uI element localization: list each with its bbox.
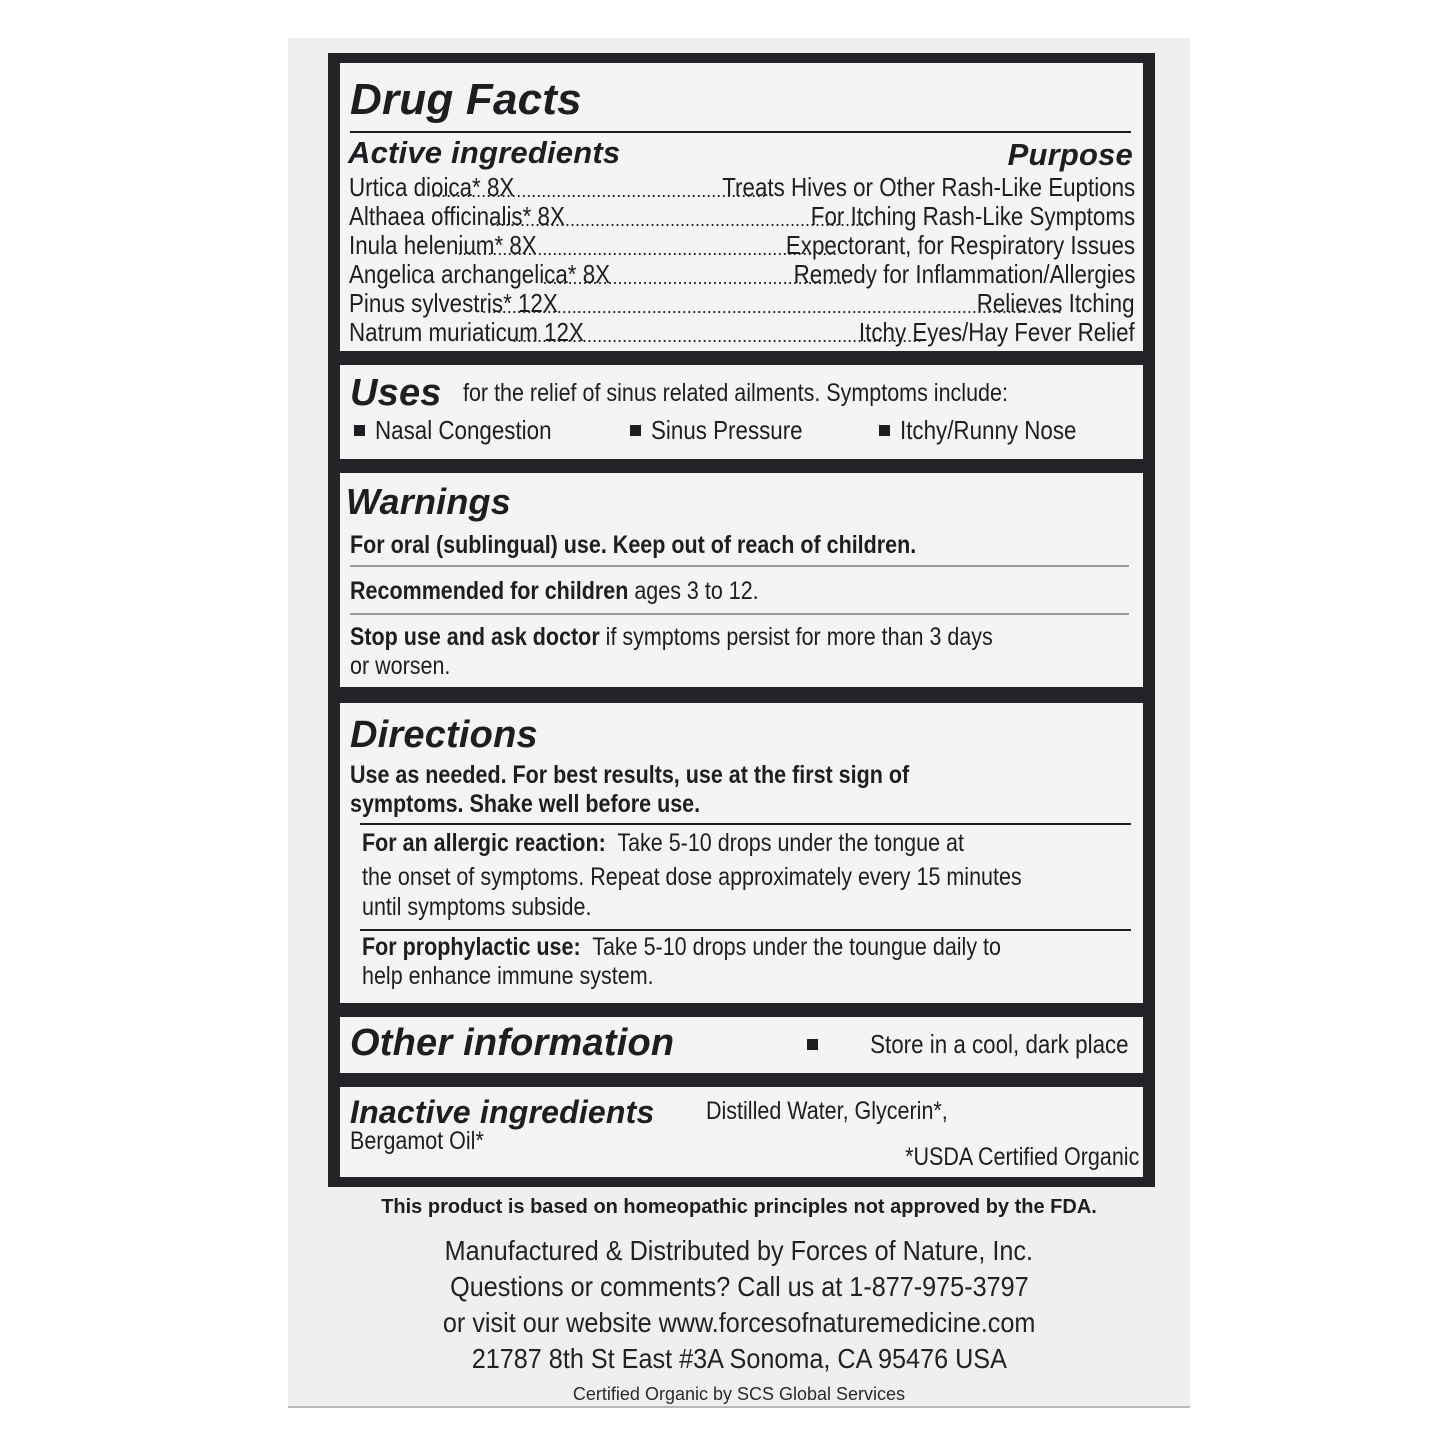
directions-divider — [360, 823, 1131, 825]
directions-divider — [360, 929, 1131, 931]
symptom-item — [354, 415, 580, 445]
ingredient-name: Pinus sylvestris* 12X — [349, 289, 558, 318]
other-information-panel — [340, 1017, 1143, 1073]
address-line — [288, 1341, 1190, 1377]
warnings-panel — [340, 473, 1143, 687]
drug-facts-frame — [328, 53, 1155, 1187]
storage-text: Store in a cool, dark place — [870, 1029, 1129, 1059]
children-warning — [350, 577, 1023, 606]
symptom-label: Sinus Pressure — [651, 415, 803, 445]
allergic-reaction-bold: For an allergic reaction: — [362, 829, 606, 857]
prophylactic-text: Take 5-10 drops under the toungue daily to — [592, 933, 1001, 961]
address-text: 21787 8th St East #3A Sonoma, CA 95476 USA — [471, 1343, 1007, 1374]
symptom-label: Itchy/Runny Nose — [900, 415, 1077, 445]
inactive-ingredients-line2: Bergamot Oil* — [350, 1127, 484, 1155]
uses-panel — [340, 365, 1143, 459]
website-line — [288, 1305, 1190, 1341]
leader-dots — [457, 231, 839, 260]
allergic-reaction-direction — [362, 829, 1029, 858]
ingredient-row — [349, 231, 1135, 260]
ingredient-purpose: Expectorant, for Respiratory Issues — [785, 231, 1135, 260]
children-warning-text: ages 3 to 12. — [634, 577, 759, 605]
ingredient-purpose: Itchy Eyes/Hay Fever Relief — [859, 318, 1135, 347]
allergic-reaction-text: Take 5-10 drops under the tongue at — [617, 829, 964, 857]
certification-note: Certified Organic by SCS Global Services — [572, 1384, 906, 1404]
ingredient-name: Angelica archangelica* 8X — [349, 260, 611, 289]
active-ingredients-heading: Active ingredients — [348, 135, 621, 170]
inactive-ingredients-panel — [340, 1087, 1143, 1177]
symptom-item — [630, 415, 827, 445]
ingredient-row — [349, 173, 1135, 202]
ingredient-row — [349, 202, 1135, 231]
ingredient-name: Natrum muriaticum 12X — [349, 318, 584, 347]
inactive-ingredients-line1: Distilled Water, Glycerin*, — [706, 1097, 948, 1125]
manufacturer-line — [288, 1233, 1190, 1269]
directions-intro-line2: symptoms. Shake well before use. — [350, 790, 701, 818]
title-divider — [350, 131, 1131, 133]
square-bullet-icon — [354, 425, 365, 436]
symptom-list — [354, 415, 1133, 445]
oral-use-warning: For oral (sublingual) use. Keep out of reach of children. — [350, 531, 917, 559]
other-information-heading: Other information — [350, 1022, 675, 1064]
manufacturer-text: Manufactured & Distributed by Forces of Nature, Inc. — [444, 1235, 1034, 1266]
ingredient-purpose: Treats Hives or Other Rash-Like Euptions — [721, 173, 1135, 202]
stop-use-text: if symptoms persist for more than 3 days — [605, 623, 993, 651]
square-bullet-icon — [630, 425, 641, 436]
allergic-reaction-line3: until symptoms subside. — [362, 893, 592, 921]
prophylactic-direction — [362, 933, 1029, 962]
prophylactic-bold: For prophylactic use: — [362, 933, 581, 961]
ingredient-row — [349, 260, 1135, 289]
phone-text: Questions or comments? Call us at 1-877-975-3797 — [449, 1271, 1029, 1302]
usda-organic-note: *USDA Certified Organic — [904, 1143, 1139, 1171]
active-ingredients-panel — [340, 63, 1143, 351]
allergic-reaction-line2: the onset of symptoms. Repeat dose approximately every 15 minutes — [362, 863, 1022, 891]
drug-facts-label-card — [288, 38, 1190, 1408]
website-text: or visit our website www.forcesofnaturemedicine.com — [442, 1307, 1036, 1338]
symptom-item — [879, 415, 1105, 445]
ingredient-row — [349, 318, 1135, 347]
ingredient-row — [349, 289, 1135, 318]
square-bullet-icon — [879, 425, 890, 436]
leader-dots — [482, 289, 1062, 318]
inactive-ingredients-heading: Inactive ingredients — [350, 1094, 655, 1130]
leader-dots — [431, 173, 765, 202]
ingredient-purpose: Relieves Itching — [977, 289, 1135, 318]
contact-line — [288, 1269, 1190, 1305]
ingredient-purpose: Remedy for Inflammation/Allergies — [793, 260, 1135, 289]
storage-item — [807, 1029, 1129, 1059]
stop-use-warning — [350, 623, 1023, 652]
ingredient-name: Althaea officinalis* 8X — [349, 202, 565, 231]
ingredient-list — [349, 173, 1135, 347]
warning-divider — [350, 565, 1129, 567]
ingredient-name: Urtica dioica* 8X — [349, 173, 515, 202]
uses-description: for the relief of sinus related ailments. Symptoms include: — [463, 379, 1008, 407]
uses-heading: Uses — [350, 372, 442, 414]
prophylactic-line2: help enhance immune system. — [362, 962, 654, 990]
drug-facts-title: Drug Facts — [350, 75, 582, 124]
stop-use-warning-continued: or worsen. — [350, 652, 451, 680]
warning-divider — [350, 613, 1129, 615]
purpose-heading: Purpose — [1007, 137, 1133, 172]
square-bullet-icon — [807, 1039, 818, 1050]
ingredient-purpose: For Itching Rash-Like Symptoms — [810, 202, 1135, 231]
directions-intro-line1: Use as needed. For best results, use at the first sign of — [350, 761, 910, 789]
directions-panel — [340, 703, 1143, 1003]
stop-use-bold: Stop use and ask doctor — [350, 623, 600, 651]
children-warning-bold: Recommended for children — [350, 577, 629, 605]
ingredient-name: Inula helenium* 8X — [349, 231, 537, 260]
directions-heading: Directions — [350, 714, 538, 756]
fda-notice: This product is based on homeopathic principles not approved by the FDA. — [381, 1196, 1097, 1218]
symptom-label: Nasal Congestion — [375, 415, 552, 445]
warnings-heading: Warnings — [346, 481, 511, 522]
